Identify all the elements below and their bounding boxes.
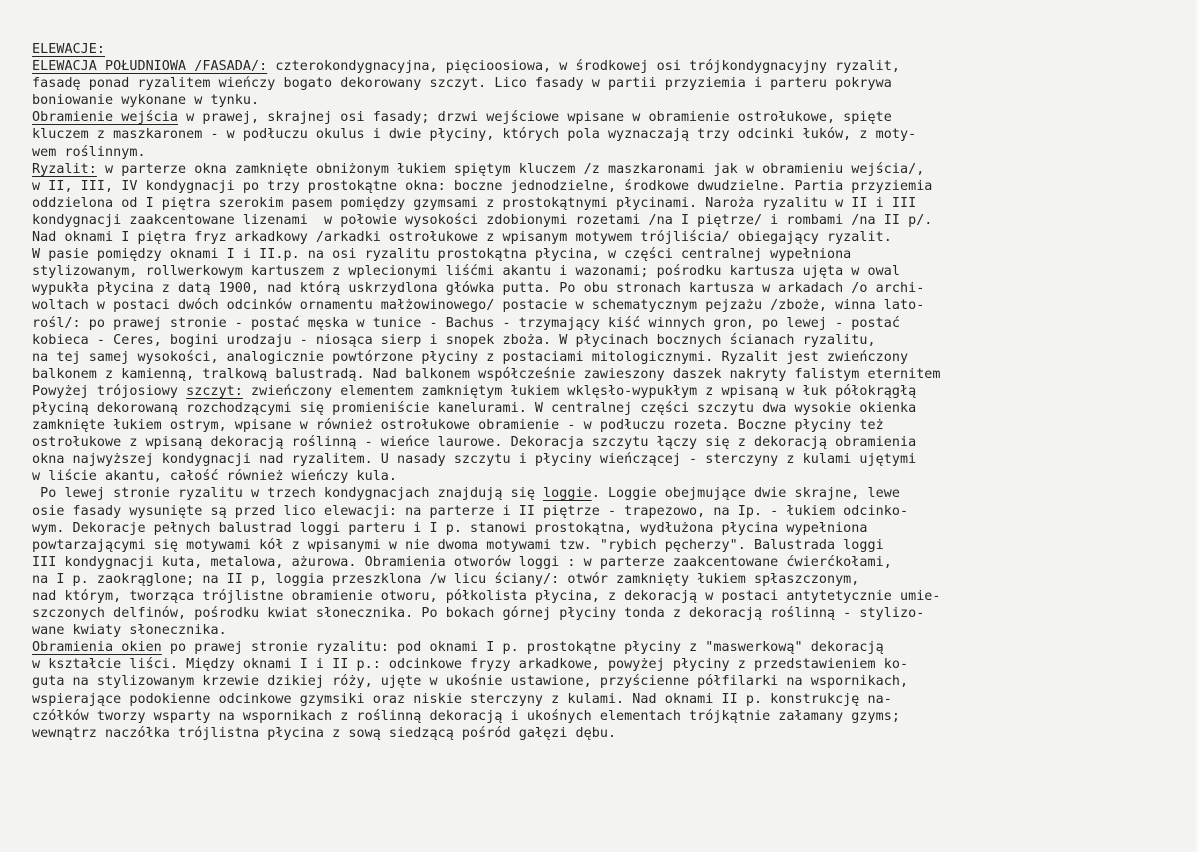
text-line	[32, 417, 1197, 434]
text-segment: wym. Dekoracje pełnych balustrad loggi parteru i I p. stanowi prostokątna, wydłużona płycina wypełniona	[32, 520, 868, 536]
text-segment: w parterze okna zamknięte obniżonym łukiem spiętym kluczem /z maszkaronami jak w obramieniu wejścia/,	[96, 161, 925, 177]
text-line	[32, 349, 1197, 366]
text-segment: osie fasady wysunięte są przed lico elewacji: na parterze i II piętrze - trapezowo, na Ip. - łukiem odcinko-	[32, 503, 909, 519]
text-segment: oddzielona od I piętra szerokim pasem pomiędzy gzymsami z prostokątnymi płycinami. Naroża ryzalitu w II i III	[32, 195, 917, 211]
text-segment: zwieńczony elementem zamkniętym łukiem wklęsło-wypukłym z wpisaną w łuk półokrągłą	[242, 383, 917, 399]
text-line	[32, 622, 1197, 639]
text-line	[32, 725, 1197, 742]
text-line	[32, 280, 1197, 297]
text-line	[32, 178, 1197, 195]
text-segment: Powyżej trójosiowy	[32, 383, 187, 399]
text-line	[32, 109, 1197, 126]
text-line	[32, 485, 1197, 502]
underlined-heading: ELEWACJA POŁUDNIOWA /FASADA/:	[32, 59, 268, 75]
text-line	[32, 332, 1197, 349]
underlined-heading: Obramienia okien	[32, 640, 162, 656]
text-segment: . Loggie obejmujące dwie skrajne, lewe	[591, 486, 900, 502]
text-segment: fasadę ponad ryzalitem wieńczy bogato dekorowany szczyt. Lico fasady w partii przyziemia i parteru pokrywa	[32, 76, 892, 92]
text-line	[32, 246, 1197, 263]
text-segment: na I p. zaokrąglone; na II p, loggia przeszklona /w licu ściany/: otwór zamknięty łukiem spłaszczonym,	[32, 571, 860, 587]
text-line	[32, 691, 1197, 708]
text-line	[32, 503, 1197, 520]
text-segment: po prawej stronie ryzalitu: pod oknami I p. prostokątne płyciny z "maswerkową" dekoracją	[161, 640, 884, 656]
text-line	[32, 161, 1197, 178]
text-segment: boniowanie wykonane w tynku.	[32, 93, 260, 109]
text-segment: kondygnacji zaakcentowane lizenami w połowie wysokości zdobionymi rozetami /na I piętrze/ i rombami /na II p/.	[32, 212, 933, 228]
text-line	[32, 75, 1197, 92]
text-segment: czterokondygnacyjna, pięcioosiowa, w środkowej osi trójkondygnacyjny ryzalit,	[267, 59, 900, 75]
text-line	[32, 588, 1197, 605]
text-line	[32, 537, 1197, 554]
text-segment: w kształcie liści. Między oknami I i II p.: odcinkowe fryzy arkadkowe, powyżej płyciny z przedstawieniem ko-	[32, 657, 909, 673]
text-line	[32, 383, 1197, 400]
text-segment: czółków tworzy wsparty na wspornikach z roślinną dekoracją i ukośnych elementach trójkątnie załamany gzyms;	[32, 708, 900, 724]
text-line	[32, 639, 1197, 656]
text-line	[32, 673, 1197, 690]
text-line	[32, 315, 1197, 332]
text-segment: w II, III, IV kondygnacji po trzy prostokątne okna: boczne jednodzielne, środkowe dwudzielne. Partia przyziemia	[32, 178, 933, 194]
text-line	[32, 229, 1197, 246]
underlined-heading: Obramienie wejścia	[32, 110, 179, 126]
text-line	[32, 144, 1197, 161]
text-line	[32, 126, 1197, 143]
underlined-heading: Ryzalit:	[32, 161, 97, 177]
typewritten-text-block	[32, 41, 1197, 742]
underlined-heading: szczyt:	[186, 383, 243, 399]
text-line	[32, 520, 1197, 537]
underlined-heading: ELEWACJE:	[32, 42, 106, 57]
text-segment: woltach w postaci dwóch odcinków ornamentu małżowinowego/ postacie w schematycznym pejzażu /zboże, winna lato-	[32, 298, 925, 314]
text-segment: wane kwiaty słonecznika.	[32, 623, 227, 639]
text-line	[32, 366, 1197, 383]
text-line	[32, 451, 1197, 468]
underlined-heading: loggie	[543, 486, 592, 502]
text-segment: kluczem z maszkaronem - w podłuczu okulus i dwie płyciny, których pola wyznaczają trzy odcinki łuków, z moty-	[32, 127, 917, 143]
text-line	[32, 554, 1197, 571]
text-segment: rośl/: po prawej stronie - postać męska w tunice - Bachus - trzymający kiść winnych gron, po lewej - postać	[32, 315, 900, 331]
text-segment: nad którym, tworząca trójlistne obramienie otworu, półkolista płycina, z dekoracją w postaci antytetycznie umie-	[32, 589, 941, 604]
text-line	[32, 434, 1197, 451]
text-line	[32, 212, 1197, 229]
text-segment: w prawej, skrajnej osi fasady; drzwi wejściowe wpisane w obramienie ostrołukowe, spięte	[178, 110, 892, 126]
text-line	[32, 708, 1197, 725]
text-segment: wewnątrz naczółka trójlistna płycina z sową siedzącą pośród gałęzi dębu.	[32, 725, 617, 741]
text-line	[32, 58, 1197, 75]
text-line	[32, 400, 1197, 417]
text-line	[32, 92, 1197, 109]
text-line	[32, 297, 1197, 314]
text-segment: okna najwyższej kondygnacji nad ryzalitem. U nasady szczytu i płyciny wieńczącej - sterczyny z kulami ujętymi	[32, 452, 917, 468]
text-segment: stylizowanym, rollwerkowym kartuszem z wplecionymi liśćmi akantu i wazonami; pośrodku kartusza ujęta w owal	[32, 264, 900, 280]
text-segment: kobieca - Ceres, bogini urodzaju - niosąca sierp i snopek zboża. W płycinach bocznych ścianach ryzalitu,	[32, 332, 876, 348]
text-segment: wem roślinnym.	[32, 144, 146, 160]
text-segment: w liście akantu, całość również wieńczy kula.	[32, 469, 398, 485]
text-segment: ostrołukowe z wpisaną dekoracją roślinną - wieńce laurowe. Dekoracja szczytu łączy się z dekoracją obramienia	[32, 435, 917, 451]
text-line	[32, 41, 1197, 58]
text-segment: Nad oknami I piętra fryz arkadkowy /arkadki ostrołukowe z wpisanym motywem trójliścia/ obiegający ryzalit.	[32, 230, 892, 246]
text-segment: szczonych delfinów, pośrodku kwiat słonecznika. Po bokach górnej płyciny tonda z dekoracją roślinną - stylizo-	[32, 606, 925, 622]
text-line	[32, 263, 1197, 280]
text-segment: płyciną dekorowaną rozchodzącymi się promieniście kanelurami. W centralnej części szczytu dwa wysokie okienka	[32, 400, 917, 416]
text-segment: Po lewej stronie ryzalitu w trzech kondygnacjach znajdują się	[32, 486, 544, 502]
text-segment: balkonem z kamienną, tralkową balustradą. Nad balkonem współcześnie zawieszony daszek nakryty falistym eternitem	[32, 366, 941, 382]
text-line	[32, 605, 1197, 622]
text-segment: guta na stylizowanym krzewie dzikiej róży, ujęte w ukośnie ustawione, przyścienne półfilarki na wspornikach,	[32, 674, 909, 690]
text-segment: na tej samej wysokości, analogicznie powtórzone płyciny z postaciami mitologicznymi. Ryzalit jest zwieńczony	[32, 349, 909, 365]
text-line	[32, 656, 1197, 673]
text-segment: wspierające podokienne odcinkowe gzymsiki oraz niskie sterczyny z kulami. Nad oknami II p. konstrukcję na-	[32, 691, 892, 707]
text-segment: W pasie pomiędzy oknami I i II.p. na osi ryzalitu prostokątna płycina, w części centralnej wypełniona	[32, 247, 852, 263]
text-line	[32, 468, 1197, 485]
text-segment: powtarzającymi się motywami kół z wpisanymi w nie dwoma motywami tzw. "rybich pęcherzy". Balustrada loggi	[32, 537, 884, 553]
text-segment: zamknięte łukiem ostrym, wpisane w również ostrołukowe obramienie - w podłuczu rozeta. Boczne płyciny też	[32, 418, 884, 434]
text-line	[32, 571, 1197, 588]
text-line	[32, 195, 1197, 212]
text-segment: III kondygnacji kuta, metalowa, ażurowa. Obramienia otworów loggi : w parterze zaakcentowane ćwierćkołami,	[32, 554, 892, 570]
text-segment: wypukła płycina z datą 1900, nad którą uskrzydlona główka putta. Po obu stronach kartusza w arkadach /o archi-	[32, 281, 925, 297]
